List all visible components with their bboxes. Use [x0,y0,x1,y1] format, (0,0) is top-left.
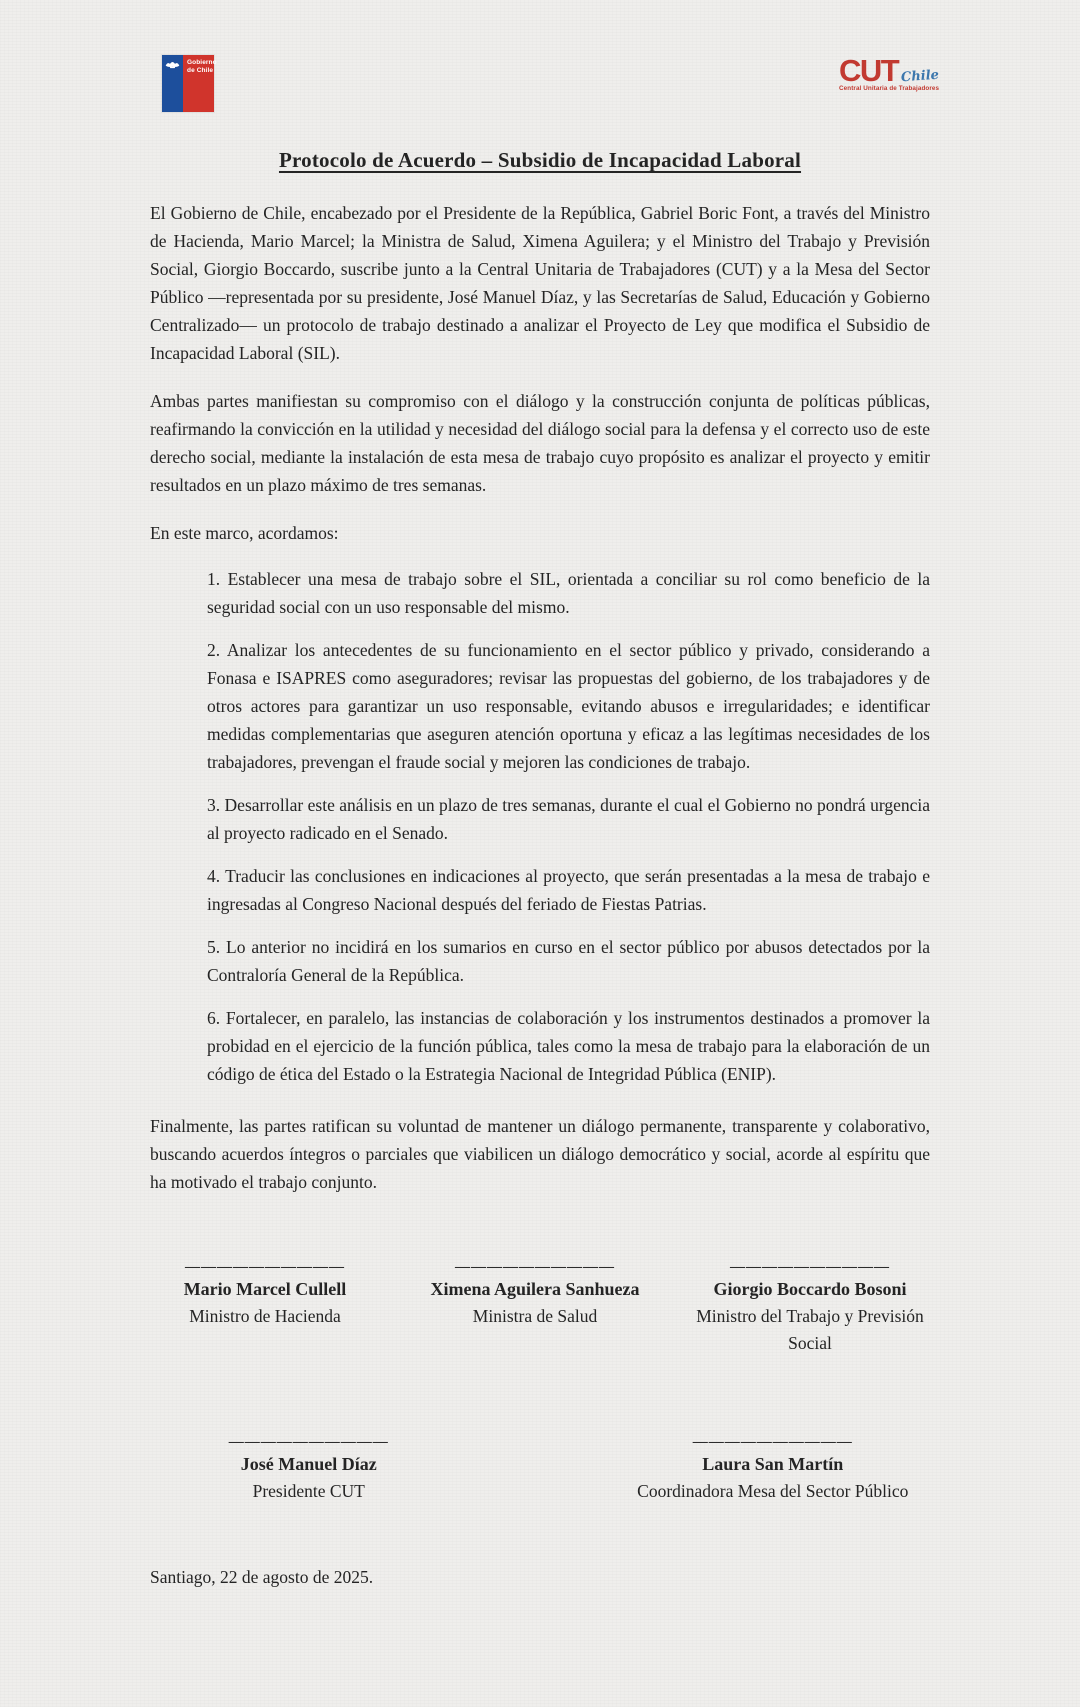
signature-block-boccardo [690,1258,930,1357]
agreement-item-6: 6. Fortalecer, en paralelo, las instancias de colaboración y los instrumentos destinados a promover la probidad en el ejercicio de la función pública, tales como la mesa de trabajo para la elaboración de un código de ética del Estado o la Estrategia Nacional de Integridad Pública (ENIP). [207,1008,930,1084]
signature-name: José Manuel Díaz [240,1454,377,1474]
signature-block-aguilera [403,1258,668,1357]
gobierno-logo-line1: Gobierno [187,59,217,66]
agreement-item-4: 4. Traducir las conclusiones en indicaciones al proyecto, que serán presentadas a la mesa de trabajo e ingresadas al Congreso Nacional después del feriado de Fiestas Patrias. [207,866,930,914]
signature-role: Ministra de Salud [472,1306,598,1326]
signature-role: Ministro del Trabajo y Previsión Social [696,1306,924,1353]
signature-line: —————————— [692,1434,853,1450]
cut-subtitle-text: Central Unitaria de Trabajadores [839,85,940,93]
signature-line: —————————— [455,1259,615,1275]
signature-name: Laura San Martín [702,1454,844,1474]
cut-logo [839,53,949,93]
cut-acronym-text: CUT [839,53,899,88]
agreement-item-1: 1. Establecer una mesa de trabajo sobre el SIL, orientada a conciliar su rol como beneficio de la seguridad social con un uso responsable del mismo. [207,569,930,617]
signature-role: Ministro de Hacienda [189,1306,341,1326]
signature-row-1 [150,1258,930,1357]
signature-block-marcel [150,1258,380,1357]
signature-name: Giorgio Boccardo Bosoni [713,1279,907,1299]
agreement-item-2: 2. Analizar los antecedentes de su funcionamiento en el sector público y privado, considerando a Fonasa e ISAPRES como aseguradores; revisar las propuestas del gobierno, de los trabajadores y de otros actores para garantizar un uso responsable, evitando abusos e irregularidades; e identificar medidas complementarias que aseguren atención oportuna y eficaz a las legítimas necesidades de los trabajadores, prevengan el fraude social y mejoren las condiciones de trabajo. [207,640,930,772]
signature-block-sanmartin [615,1433,930,1505]
signature-role: Coordinadora Mesa del Sector Público [637,1481,909,1501]
document-body [150,148,930,1196]
signature-name: Mario Marcel Cullell [183,1279,347,1299]
chile-coat-of-arms-icon [164,58,181,70]
agreement-items-list [207,565,930,1088]
signature-name: Ximena Aguilera Sanhueza [430,1279,640,1299]
gobierno-logo-text [187,59,217,75]
cut-chile-text: Chile [900,68,940,86]
agreement-item-5: 5. Lo anterior no incidirá en los sumarios en curso en el sector público por abusos detectados por la Contraloría General de la República. [207,937,930,985]
gobierno-logo-blue-panel [162,55,183,112]
signature-line: —————————— [185,1259,345,1275]
paragraph-closing: Finalmente, las partes ratifican su voluntad de mantener un diálogo permanente, transparente y colaborativo, buscando acuerdos íntegros o parciales que viabilicen un diálogo democrático y social, acorde al espíritu que ha motivado el trabajo conjunto. [150,1116,930,1192]
page-header [0,0,1080,112]
cut-logo-top [839,53,949,88]
paragraph-commitment: Ambas partes manifiestan su compromiso con el diálogo y la construcción conjunta de políticas públicas, reafirmando la convicción en la utilidad y necesidad del diálogo social para la defensa y el correcto uso de este derecho social, mediante la instalación de esta mesa de trabajo cuyo propósito es analizar el proyecto y emitir resultados en un plazo máximo de tres semanas. [150,391,930,495]
signature-line: —————————— [228,1434,389,1450]
document-date: Santiago, 22 de agosto de 2025. [150,1567,374,1587]
signature-block-diaz [172,1433,445,1505]
gobierno-de-chile-logo [162,55,217,112]
paragraph-agreement-lead: En este marco, acordamos: [150,523,339,543]
signature-row-2 [150,1433,930,1505]
signature-role: Presidente CUT [252,1481,365,1501]
paragraph-preamble: El Gobierno de Chile, encabezado por el Presidente de la República, Gabriel Boric Font, a través del Ministro de Hacienda, Mario Marcel; la Ministra de Salud, Ximena Aguilera; y el Ministro del Trabajo y Previsión Social, Giorgio Boccardo, suscribe junto a la Central Unitaria de Trabajadores (CUT) y a la Mesa del Sector Público —representada por su presidente, José Manuel Díaz, y las Secretarías de Salud, Educación y Gobierno Centralizado— un protocolo de trabajo destinado a analizar el Proyecto de Ley que modifica el Subsidio de Incapacidad Laboral (SIL). [150,203,930,363]
agreement-item-3: 3. Desarrollar este análisis en un plazo de tres semanas, durante el cual el Gobierno no pondrá urgencia al proyecto radicado en el Senado. [207,795,930,843]
gobierno-logo-red-panel [183,55,217,112]
gobierno-logo-line2: de Chile [187,66,214,74]
document-title: Protocolo de Acuerdo – Subsidio de Incapacidad Laboral [278,148,802,172]
signature-line: —————————— [730,1259,890,1275]
